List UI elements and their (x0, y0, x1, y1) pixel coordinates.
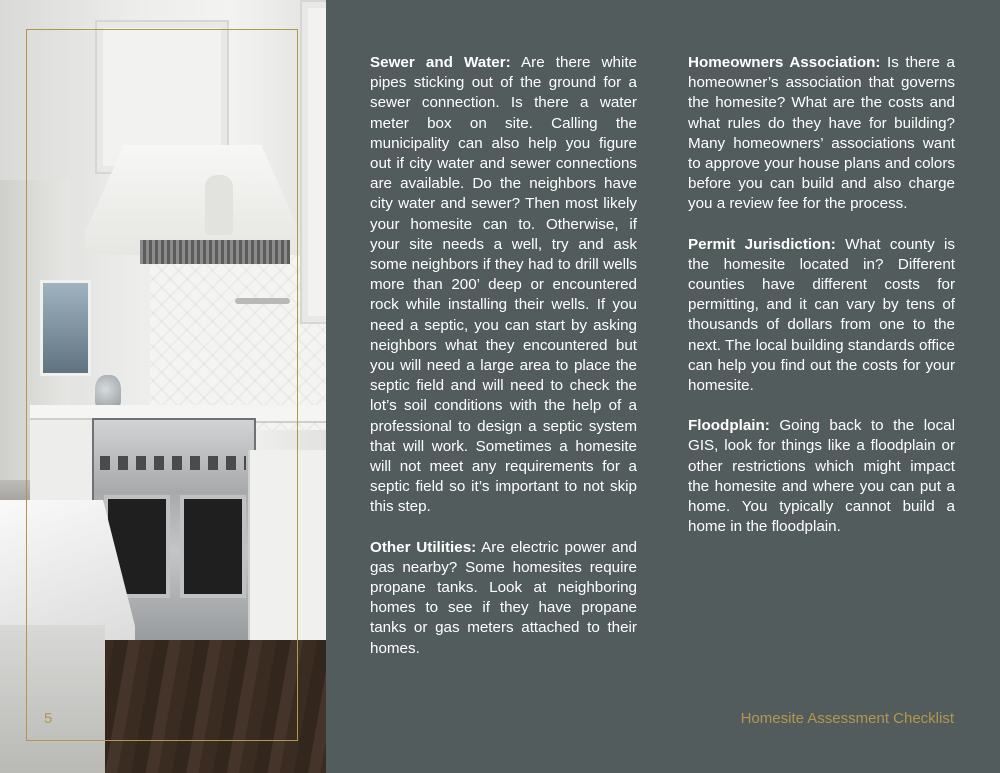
section-body: What county is the homesite located in? Different counties have different costs for permitting, and it can vary by tens of thousands of dollars from one to the next. The local building standards office can help you find out the costs for your homesite. (688, 235, 955, 395)
section-hoa (688, 53, 955, 215)
section-body: Is there a homeowner’s association that governs the homesite? What are the costs and what rules do they have for building? Many homeowners’ associations want to approve your house plans and colors before you can build and also charge you a review fee for the process. (688, 54, 955, 213)
section-heading: Other Utilities: (370, 538, 477, 556)
section-permit-jurisdiction (688, 235, 955, 397)
section-body: Going back to the local GIS, look for things like a floodplain or other restrictions which might impact the homesite and where you can put a home. You typically cannot build a home in the floodplain. (688, 417, 955, 536)
footer-title: Homesite Assessment Checklist (740, 710, 954, 727)
section-heading: Permit Jurisdiction: (688, 235, 836, 253)
text-panel (326, 0, 1000, 773)
section-heading: Homeowners Association: (688, 54, 881, 71)
section-other-utilities (370, 538, 637, 659)
section-body: Are electric power and gas nearby? Some homesites require propane tanks. Look at neighboring homes to see if they have propane tanks or gas meters attached to their homes. (370, 538, 637, 657)
section-heading: Floodplain: (688, 417, 770, 435)
gold-frame (26, 29, 298, 741)
section-floodplain (688, 416, 955, 537)
upper-cabinet-right (300, 0, 326, 324)
text-column-right (688, 53, 955, 557)
section-heading: Sewer and Water: (370, 54, 511, 71)
page-number: 5 (44, 710, 53, 727)
section-sewer-water (370, 53, 637, 518)
text-column-left (370, 53, 637, 679)
section-body: Are there white pipes sticking out of the ground for a sewer connection. Is there a water meter box on site. Calling the municipality can also help you figure out if city water and sewer connections are available. Do the neighbors have city water and sewer? Then most likely your homesite can to. Otherwise, if your site needs a well, try and ask some neighbors if they had to drill wells more than 200’ deep or encountered rock while installing their wells. If you need a septic, you can start by asking neighbors what they encountered but you will need a large area to place the septic field and will need to check the lot’s soil conditions with the help of a professional to design a septic system that will work. Sometimes a homesite will not meet any requirements for a septic field so it’s important to not skip this step. (370, 54, 637, 516)
